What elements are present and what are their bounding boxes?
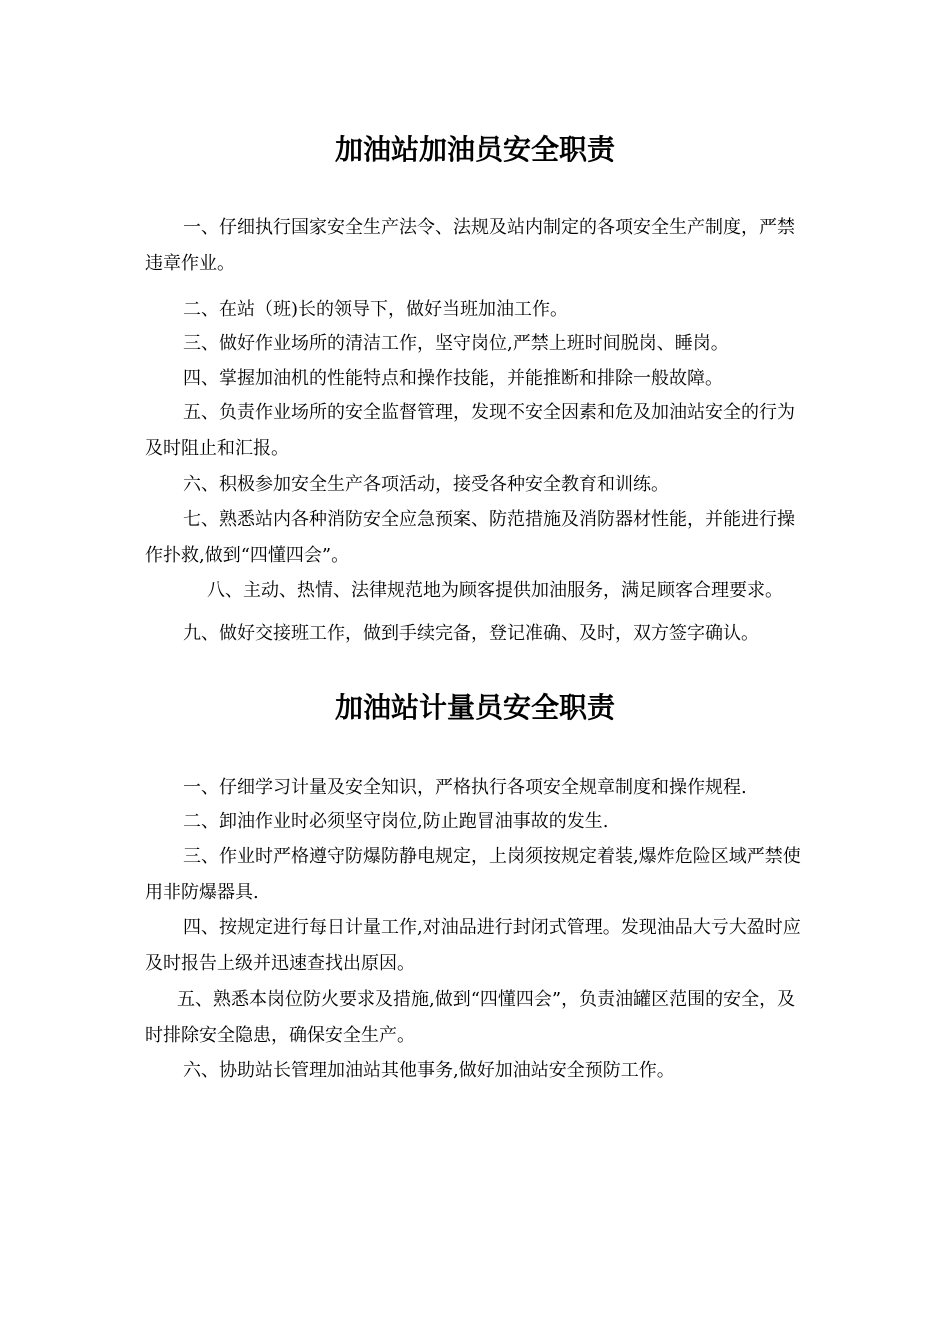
refueler-duty-7: 七、熟悉站内各种消防安全应急预案、防范措施及消防器材性能，并能进行操作扑救,做到“四懂四会”。 bbox=[145, 509, 795, 566]
refueler-duty-2: 二、在站（班)长的领导下，做好当班加油工作。 bbox=[183, 299, 569, 320]
metering-duty-2: 二、卸油作业时必须坚守岗位,防止跑冒油事故的发生. bbox=[183, 811, 609, 832]
refueler-duty-1: 一、仔细执行国家安全生产法令、法规及站内制定的各项安全生产制度，严禁违章作业。 bbox=[145, 217, 795, 274]
refueler-duty-5: 五、负责作业场所的安全监督管理，发现不安全因素和危及加油站安全的行为及时阻止和汇报。 bbox=[145, 402, 795, 459]
refueler-duty-8: 八、主动、热情、法律规范地为顾客提供加油服务，满足顾客合理要求。 bbox=[207, 580, 783, 601]
refueler-duty-4: 四、掌握加油机的性能特点和操作技能，并能推断和排除一般故障。 bbox=[183, 368, 723, 389]
refueler-duty-3: 三、做好作业场所的清洁工作，坚守岗位,严禁上班时间脱岗、睡岗。 bbox=[183, 333, 729, 354]
metering-duty-6: 六、协助站长管理加油站其他事务,做好加油站安全预防工作。 bbox=[183, 1060, 675, 1081]
metering-duty-1: 一、仔细学习计量及安全知识，严格执行各项安全规章制度和操作规程. bbox=[183, 777, 747, 798]
refueler-duty-6: 六、积极参加安全生产各项活动，接受各种安全教育和训练。 bbox=[183, 474, 669, 495]
section-title-metering: 加油站计量员安全职责 bbox=[334, 691, 615, 724]
metering-duty-4: 四、按规定进行每日计量工作,对油品进行封闭式管理。发现油品大亏大盈时应及时报告上级并迅速查找出原因。 bbox=[145, 917, 801, 974]
section-title-refueler: 加油站加油员安全职责 bbox=[334, 133, 615, 166]
metering-duty-3: 三、作业时严格遵守防爆防静电规定，上岗须按规定着装,爆炸危险区域严禁使用非防爆器具. bbox=[145, 846, 801, 903]
metering-duty-5: 五、熟悉本岗位防火要求及措施,做到“四懂四会”，负责油罐区范围的安全，及时排除安全隐患，确保安全生产。 bbox=[145, 989, 796, 1046]
refueler-duty-9: 九、做好交接班工作，做到手续完备，登记准确、及时，双方签字确认。 bbox=[183, 623, 759, 644]
